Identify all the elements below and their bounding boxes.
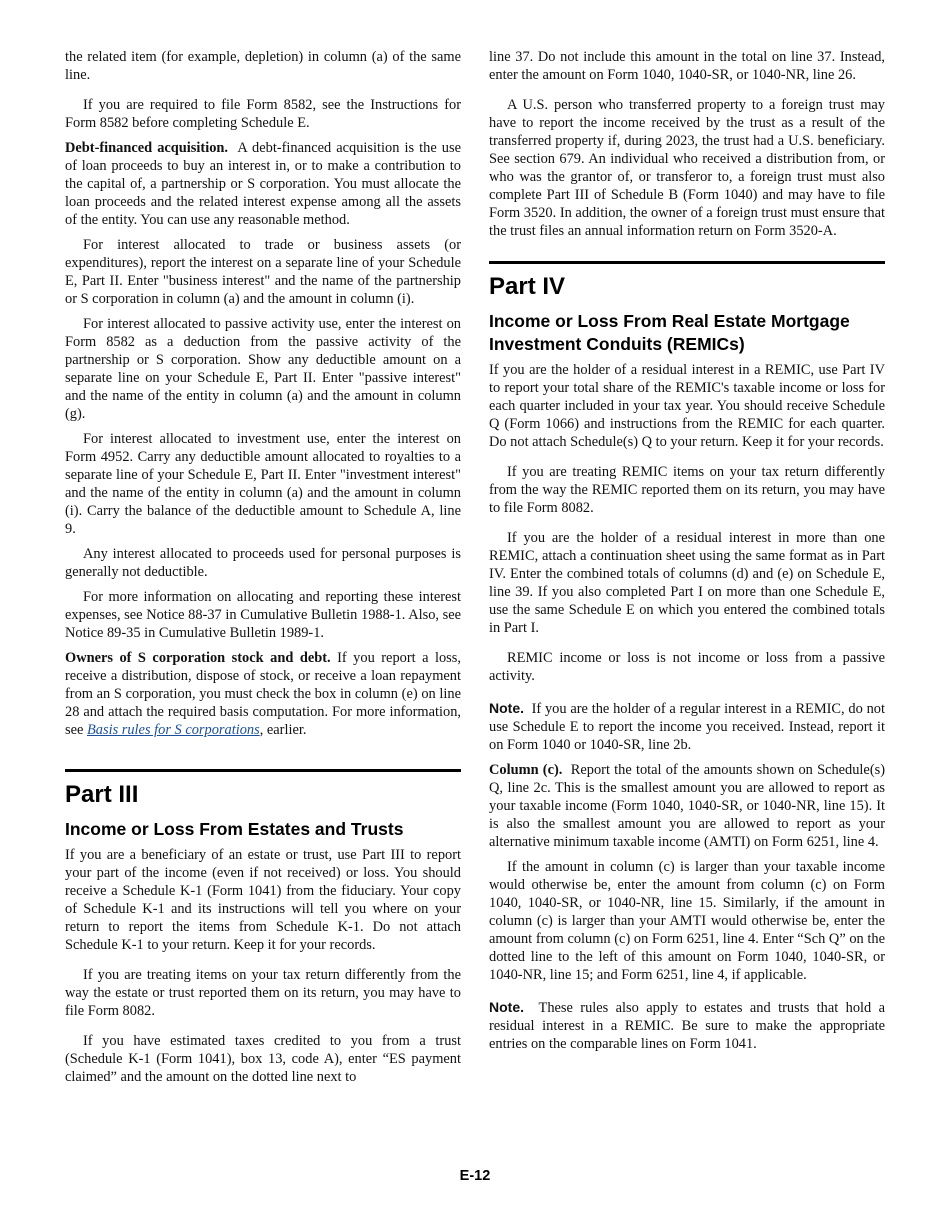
column-c-text: Report the total of the amounts shown on Schedule(s) Q, line 2c. This is the smallest amount you are allowed to report as your taxable income (Form 1040, 1040-SR, or 1040-NR, line 15). It is also the smallest amount you are allowed to report as your alternative minimum taxable income (AMTI) on Form 6251, line 4.	[489, 762, 885, 850]
paragraph-form-8082-remic: If you are treating REMIC items on your tax return differently from the way the REMIC reported them on its return, you may have to file Form 8082.	[489, 464, 885, 516]
owners-s-corp-heading: Owners of S corporation stock and debt.	[65, 650, 331, 666]
paragraph-column-c-larger: If the amount in column (c) is larger than your taxable income would otherwise be, enter the amount from column (c) on Form 1040, 1040-SR, or 1040-NR, line 15. Similarly, if the amount in column (c) is larger than your AMTI would otherwise be, enter the amount from column (c) on Form 6251, line 4. Enter “Sch Q” on the dotted line to the left of this amount on Form 1040, 1040-SR, or 1040-NR, line 15; and Form 6251, line 4, if applicable.	[489, 859, 885, 983]
paragraph-estimated-taxes: If you have estimated taxes credited to you from a trust (Schedule K-1 (Form 1041), box 13, code A), enter “ES payment claimed” and the amount on the dotted line next to	[65, 1033, 461, 1085]
paragraph-personal-purposes: Any interest allocated to proceeds used for personal purposes is generally not deductible.	[65, 546, 461, 580]
paragraph-more-information: For more information on allocating and reporting these interest expenses, see Notice 88-37 in Cumulative Bulletin 1988-1. Also, see Notice 89-35 in Cumulative Bulletin 1989-1.	[65, 589, 461, 641]
part-iv-title: Part IV	[489, 273, 566, 300]
note-label: Note.	[489, 700, 524, 716]
paragraph-trade-business: For interest allocated to trade or business assets (or expenditures), report the interest on a separate line of your Schedule E, Part II. Enter "business interest" and the name of the partnership or S corporation in column (a) and the amount in column (i).	[65, 237, 461, 307]
debt-financed-heading: Debt-financed acquisition.	[65, 140, 228, 156]
paragraph-foreign-trust: A U.S. person who transferred property to a foreign trust may have to report the income received by the trust as a result of the transferred property if, during 2023, the trust had a U.S. beneficiary. See section 679. An individual who received a distribution from, or who was the grantor of, or transferor to, a foreign trust must also complete Part III of Schedule B (Form 1040) and may have to file Form 3520. In addition, the owner of a foreign trust must ensure that the trust files an annual information return on Form 3520-A.	[489, 97, 885, 239]
paragraph-continuation: the related item (for example, depletion) in column (a) of the same line.	[65, 49, 461, 83]
right-column	[489, 48, 885, 1060]
part-iii-title: Part III	[65, 781, 139, 808]
owners-s-corp-tail: earlier.	[266, 722, 307, 738]
owners-s-corp-punct: ,	[259, 722, 264, 738]
paragraph-investment-use: For interest allocated to investment use, enter the interest on Form 4952. Carry any deductible amount allocated to royalties to a separate line of your Schedule E, Part II. Enter "investment interest" and the name of the entity in column (a) and the amount in column (i). Carry the balance of the deductible amount to Schedule A, line 9.	[65, 431, 461, 537]
part-iii-subtitle: Income or Loss From Estates and Trusts	[65, 819, 404, 839]
note-label: Note.	[489, 999, 524, 1015]
paragraph-column-c	[489, 761, 885, 851]
paragraph-passive-activity: For interest allocated to passive activity use, enter the interest on Form 8582 as a deduction from the passive activity of the partnership or S corporation. Show any deductible amount on a separate line on your Schedule E, Part II. Enter "passive interest" and the name of the entity in column (a) and the amount in column (g).	[65, 316, 461, 422]
paragraph-remic-holder: If you are the holder of a residual interest in a REMIC, use Part IV to report your total share of the REMIC's taxable income or loss for each quarter included in your tax year. You should receive Schedule Q (Form 1066) and instructions from the REMIC for each quarter. Do not attach Schedule(s) Q to your return. Keep it for your records.	[489, 362, 885, 450]
basis-rules-link[interactable]: Basis rules for S corporations	[86, 722, 260, 738]
paragraph-form-8582: If you are required to file Form 8582, see the Instructions for Form 8582 before completing Schedule E.	[65, 97, 461, 131]
note-regular-interest-text: If you are the holder of a regular interest in a REMIC, do not use Schedule E to report the income you received. Instead, report it on Form 1040 or 1040-SR, line 2b.	[489, 701, 885, 753]
paragraph-debt-financed	[65, 139, 461, 229]
note-estates-trusts	[489, 998, 885, 1053]
left-column	[65, 48, 461, 1093]
part-iv-subtitle: Income or Loss From Real Estate Mortgage Investment Conduits (REMICs)	[489, 311, 850, 354]
page-number: E-12	[459, 1168, 491, 1184]
note-estates-trusts-text: These rules also apply to estates and trusts that hold a residual interest in a REMIC. Be sure to make the appropriate entries on the comparable lines on Form 1041.	[489, 1000, 886, 1052]
owners-s-corp-text: If you report a loss, receive a distribution, dispose of stock, or receive a loan repayment from an S corporation, you must check the box in column (e) on line 28 and attach the required basis computation. For more information, see	[65, 650, 461, 738]
paragraph-form-8082-estates: If you are treating items on your tax return differently from the way the estate or trust reported them on its return, you may have to file Form 8082.	[65, 967, 461, 1019]
paragraph-more-than-one-remic: If you are the holder of a residual interest in more than one REMIC, attach a continuation sheet using the same format as in Part IV. Enter the combined totals of columns (d) and (e) on Schedule E, line 39. If you also completed Part I on more than one Schedule E, use the same Schedule E on which you entered the combined totals in Part I.	[489, 530, 885, 636]
paragraph-owners-s-corp	[65, 649, 461, 739]
column-c-heading: Column (c).	[489, 762, 563, 778]
paragraph-beneficiary: If you are a beneficiary of an estate or trust, use Part III to report your part of the income (even if not received) or loss. You should receive a Schedule K-1 (Form 1041) from the fiduciary. Your copy of Schedule K-1 and its instructions will tell you where on your return to report the items from Schedule K-1. Do not attach Schedule K-1 to your return. Keep it for your records.	[65, 847, 461, 953]
debt-financed-text: A debt-financed acquisition is the use of loan proceeds to buy an interest in, or to make a contribution to the capital of, a partnership or S corporation. You must allocate the loan proceeds and the related interest expense among all the assets of the entity. You can use any reasonable method.	[65, 140, 461, 228]
paragraph-not-passive: REMIC income or loss is not income or loss from a passive activity.	[489, 650, 885, 684]
note-regular-interest	[489, 699, 885, 754]
paragraph-line-37: line 37. Do not include this amount in the total on line 37. Instead, enter the amount on Form 1040, 1040-SR, or 1040-NR, line 26.	[489, 49, 885, 83]
